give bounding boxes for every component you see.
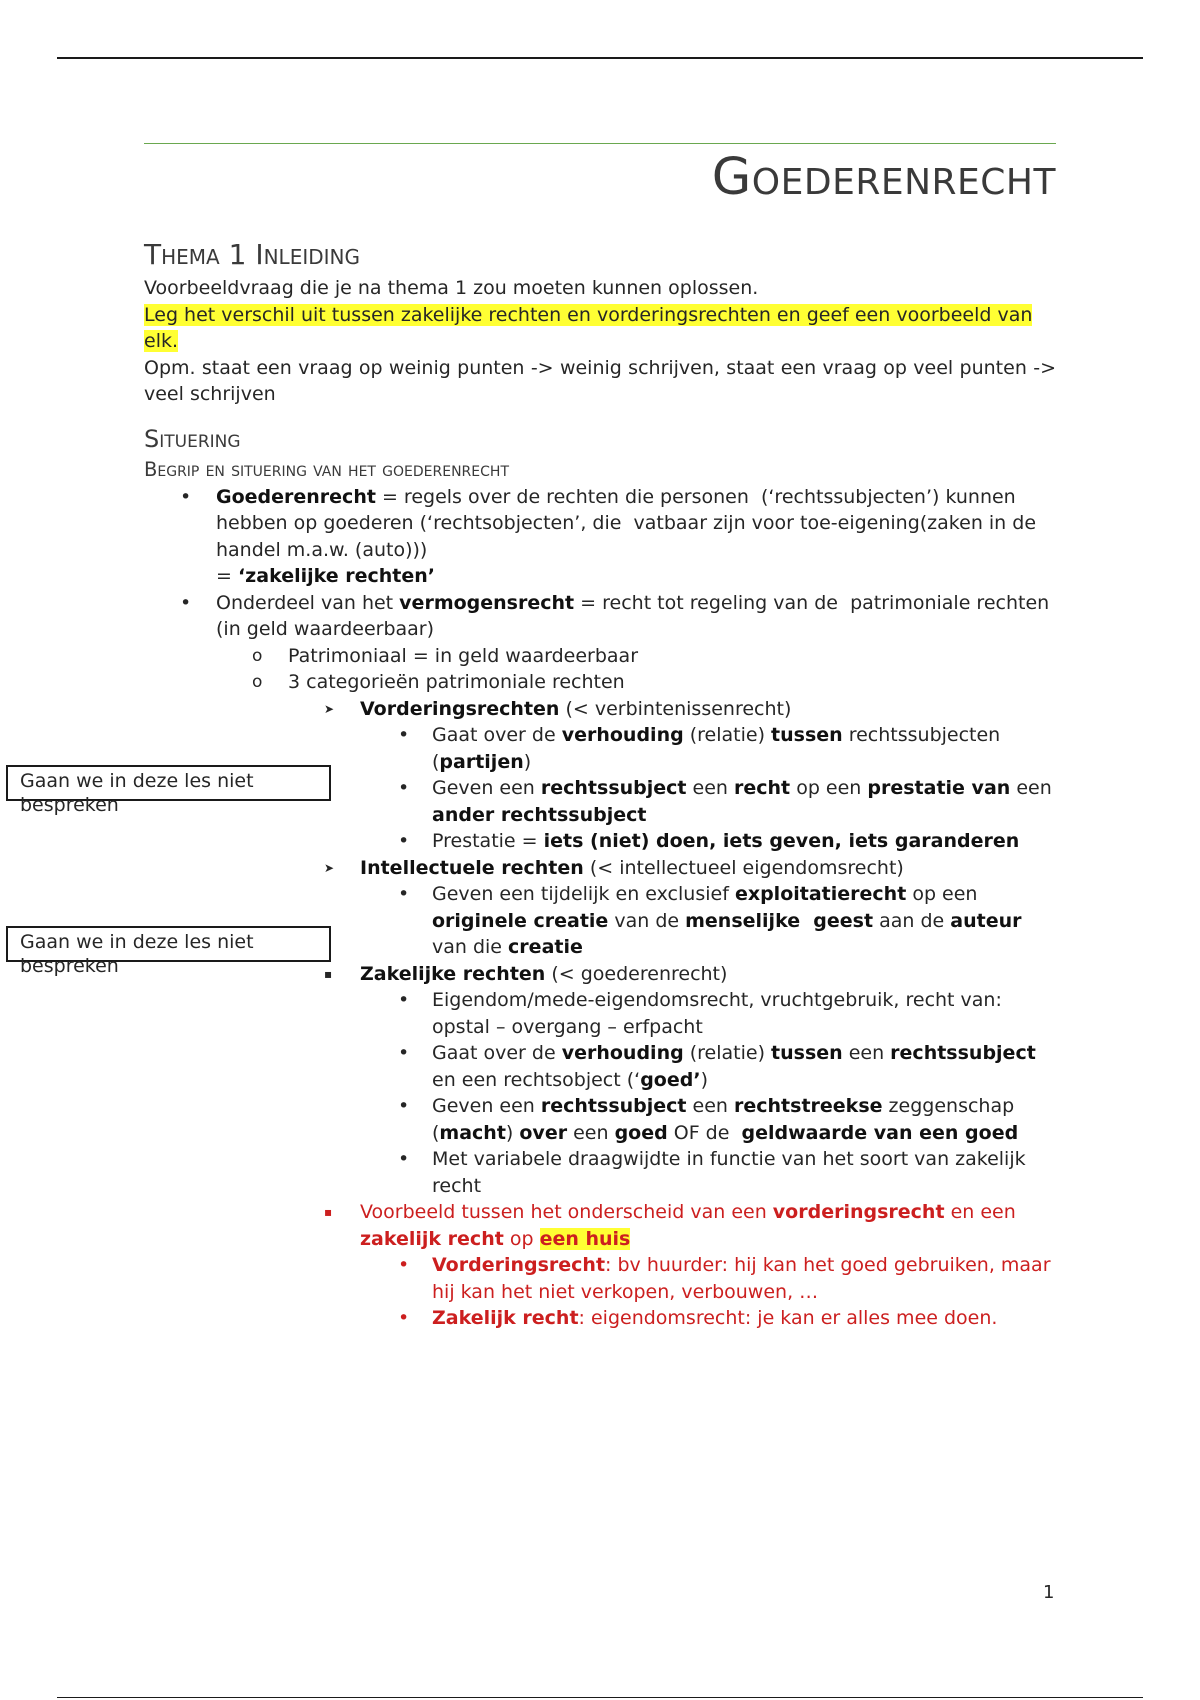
list-item: • Prestatie = iets (niet) doen, iets geven, iets garanderen bbox=[360, 828, 1056, 855]
page-top-rule bbox=[57, 57, 1143, 59]
list-item: • Onderdeel van het vermogensrecht = recht tot regeling van de patrimoniale rechten (in geld waardeerbaar) o Patrimoniaal = in geld waardeerbaar o 3 categorieën patrimoniale rechten ➤ Vorderingsrechten (< verbintenissenrecht) • Gaat over de verhouding (relatie) tussen rechtssubjecten (partijen) • Geven een rechtssubject een recht op een prestatie van een ander rechtssubject • Prestatie = iets (niet) doen, iets geven, iets garanderen ➤ Intellectuele rechten (< intellectueel eigendomsrecht) • Geven een tijdelijk en exclusief exploitatierecht op een originele creatie van de menselijke geest aan de auteur van die creatie ▪ Zakelijke rechten (< goederenrecht) • Eigendom/mede-eigendomsrecht, vruchtgebruik, recht van: opstal – overgang – erfpacht • Gaat over de verhouding (relatie) tussen een rechtssubject en een rechtsobject (‘goed’) • Geven een rechtssubject een rechtstreekse zeggenschap (macht) over een goed OF de geldwaarde van een goed • Met variabele draagwijdte in functie van het soort van zakelijk recht ▪ Voorbeeld tussen het onderscheid van een vorderingsrecht en een zakelijk recht op een huis • Vorderingsrecht: bv huurder: hij kan het goed gebruiken, maar hij kan het niet verkopen, verbouwen, … • Zakelijk recht: eigendomsrecht: je kan er alles mee doen. bbox=[144, 590, 1056, 1332]
detail-list bbox=[360, 1252, 1056, 1332]
list-item: • Met variabele draagwijdte in functie van het soort van zakelijk recht bbox=[398, 1148, 1026, 1197]
list-item: • Gaat over de verhouding (relatie) tussen een rechtssubject en een rechtsobject (‘goed’) bbox=[398, 1042, 1036, 1091]
list-item-vorderingsrechten: ➤ Vorderingsrechten (< verbintenissenrecht) • Gaat over de verhouding (relatie) tussen rechtssubjecten (partijen) • Geven een rechtssubject een recht op een prestatie van een ander rechtssubject • Prestatie = iets (niet) doen, iets geven, iets garanderen bbox=[288, 696, 1056, 855]
list-item: • Zakelijk recht: eigendomsrecht: je kan er alles mee doen. bbox=[360, 1305, 1056, 1332]
bullet-icon: • bbox=[398, 830, 410, 852]
list-item-intellectuele-rechten: ➤ Intellectuele rechten (< intellectueel eigendomsrecht) • Geven een tijdelijk en exclusief exploitatierecht op een originele creatie van de menselijke geest aan de auteur van die creatie bbox=[288, 855, 1056, 961]
bullet-icon: • bbox=[398, 1307, 410, 1329]
page-number: 1 bbox=[1043, 1582, 1055, 1603]
section-heading-thema-1: Thema 1 Inleiding bbox=[144, 238, 360, 271]
bullet-icon: • bbox=[180, 485, 192, 508]
subheading-begrip: Begrip en situering van het goederenrecht bbox=[144, 457, 509, 481]
circle-bullet-icon: o bbox=[252, 672, 263, 692]
list-item: o 3 categorieën patrimoniale rechten ➤ Vorderingsrechten (< verbintenissenrecht) • Gaat over de verhouding (relatie) tussen rechtssubjecten (partijen) • Geven een rechtssubject een recht op een prestatie van een ander rechtssubject • Prestatie = iets (niet) doen, iets geven, iets garanderen ➤ Intellectuele rechten (< intellectueel eigendomsrecht) • Geven een tijdelijk en exclusief exploitatierecht op een originele creatie van de menselijke geest aan de auteur van die creatie ▪ Zakelijke rechten (< goederenrecht) • Eigendom/mede-eigendomsrecht, vruchtgebruik, recht van: opstal – overgang – erfpacht • Gaat over de verhouding (relatie) tussen een rechtssubject en een rechtsobject (‘goed’) • Geven een rechtssubject een rechtstreekse zeggenschap (macht) over een goed OF de geldwaarde van een goed • Met variabele draagwijdte in functie van het soort van zakelijk recht ▪ Voorbeeld tussen het onderscheid van een vorderingsrecht en een zakelijk recht op een huis • Vorderingsrecht: bv huurder: hij kan het goed gebruiken, maar hij kan het niet verkopen, verbouwen, … • Zakelijk recht: eigendomsrecht: je kan er alles mee doen. bbox=[216, 669, 1056, 1332]
bullet-icon: • bbox=[398, 1148, 410, 1170]
example-question bbox=[144, 302, 1056, 355]
main-bullet-list bbox=[144, 484, 1056, 1332]
remark-text: Opm. staat een vraag op weinig punten -> weinig schrijven, staat een vraag op veel punten -> veel schrijven bbox=[144, 356, 1056, 405]
margin-note-text: Gaan we in deze les niet bespreken bbox=[20, 931, 254, 977]
bullet-icon: • bbox=[398, 989, 410, 1011]
list-item: • Geven een rechtssubject een rechtstreekse zeggenschap (macht) over een goed OF de geldwaarde van een goed bbox=[398, 1095, 1019, 1144]
category-list bbox=[288, 696, 1056, 1332]
list-item-voorbeeld: ▪ Voorbeeld tussen het onderscheid van een vorderingsrecht en een zakelijk recht op een huis • Vorderingsrecht: bv huurder: hij kan het goed gebruiken, maar hij kan het niet verkopen, verbouwen, … • Zakelijk recht: eigendomsrecht: je kan er alles mee doen. bbox=[288, 1199, 1056, 1332]
margin-note-text: Gaan we in deze les niet bespreken bbox=[20, 770, 254, 816]
detail-list bbox=[360, 987, 1056, 1199]
list-item: • Geven een rechtssubject een recht op een prestatie van een ander rechtssubject bbox=[398, 777, 1052, 826]
square-bullet-icon: ▪ bbox=[324, 1205, 333, 1219]
intro-text: Voorbeeldvraag die je na thema 1 zou moeten kunnen oplossen. bbox=[144, 277, 759, 299]
bullet-icon: • bbox=[398, 777, 410, 799]
list-item-zakelijke-rechten: ▪ Zakelijke rechten (< goederenrecht) • Eigendom/mede-eigendomsrecht, vruchtgebruik, recht van: opstal – overgang – erfpacht • Gaat over de verhouding (relatie) tussen een rechtssubject en een rechtsobject (‘goed’) • Geven een rechtssubject een rechtstreekse zeggenschap (macht) over een goed OF de geldwaarde van een goed • Met variabele draagwijdte in functie van het soort van zakelijk recht bbox=[288, 961, 1056, 1200]
bullet-icon: • bbox=[398, 883, 410, 905]
square-bullet-icon: ▪ bbox=[324, 966, 333, 981]
list-item: • Goederenrecht = regels over de rechten die personen (‘rechtssubjecten’) kunnen hebben op goederen (‘rechtsobjecten’, die vatbaar zijn voor toe-eigening(zaken in de handel m.a.w. (auto))) = ‘zakelijke rechten’ bbox=[180, 485, 1037, 587]
bullet-icon: • bbox=[398, 1042, 410, 1064]
detail-list bbox=[360, 881, 1056, 961]
highlighted-question: Leg het verschil uit tussen zakelijke rechten en vorderingsrechten en geef een voorbeeld van elk. bbox=[144, 303, 1033, 352]
list-item: • Gaat over de verhouding (relatie) tussen rechtssubjecten (partijen) bbox=[398, 724, 1001, 773]
arrow-bullet-icon: ➤ bbox=[324, 701, 335, 716]
list-item: • Vorderingsrecht: bv huurder: hij kan het goed gebruiken, maar hij kan het niet verkopen, verbouwen, … bbox=[398, 1254, 1051, 1303]
list-item: • Geven een tijdelijk en exclusief exploitatierecht op een originele creatie van de menselijke geest aan de auteur van die creatie bbox=[398, 883, 1022, 958]
arrow-bullet-icon: ➤ bbox=[324, 860, 335, 875]
bullet-icon: • bbox=[398, 1254, 410, 1276]
margin-note-box bbox=[6, 765, 331, 816]
heading-situering: Situering bbox=[144, 424, 241, 453]
margin-note-box bbox=[6, 926, 331, 977]
list-item: • Eigendom/mede-eigendomsrecht, vruchtgebruik, recht van: opstal – overgang – erfpacht bbox=[398, 989, 1002, 1038]
bullet-icon: • bbox=[398, 724, 410, 746]
sub-list bbox=[216, 643, 1056, 1332]
document-title: Goederenrecht bbox=[711, 148, 1056, 207]
circle-bullet-icon: o bbox=[252, 645, 263, 666]
page-bottom-rule bbox=[57, 1697, 1143, 1698]
detail-list bbox=[360, 722, 1056, 855]
list-item: o Patrimoniaal = in geld waardeerbaar bbox=[216, 643, 1056, 670]
title-rule bbox=[144, 143, 1056, 144]
bullet-icon: • bbox=[398, 1095, 410, 1117]
bullet-icon: • bbox=[180, 591, 192, 614]
